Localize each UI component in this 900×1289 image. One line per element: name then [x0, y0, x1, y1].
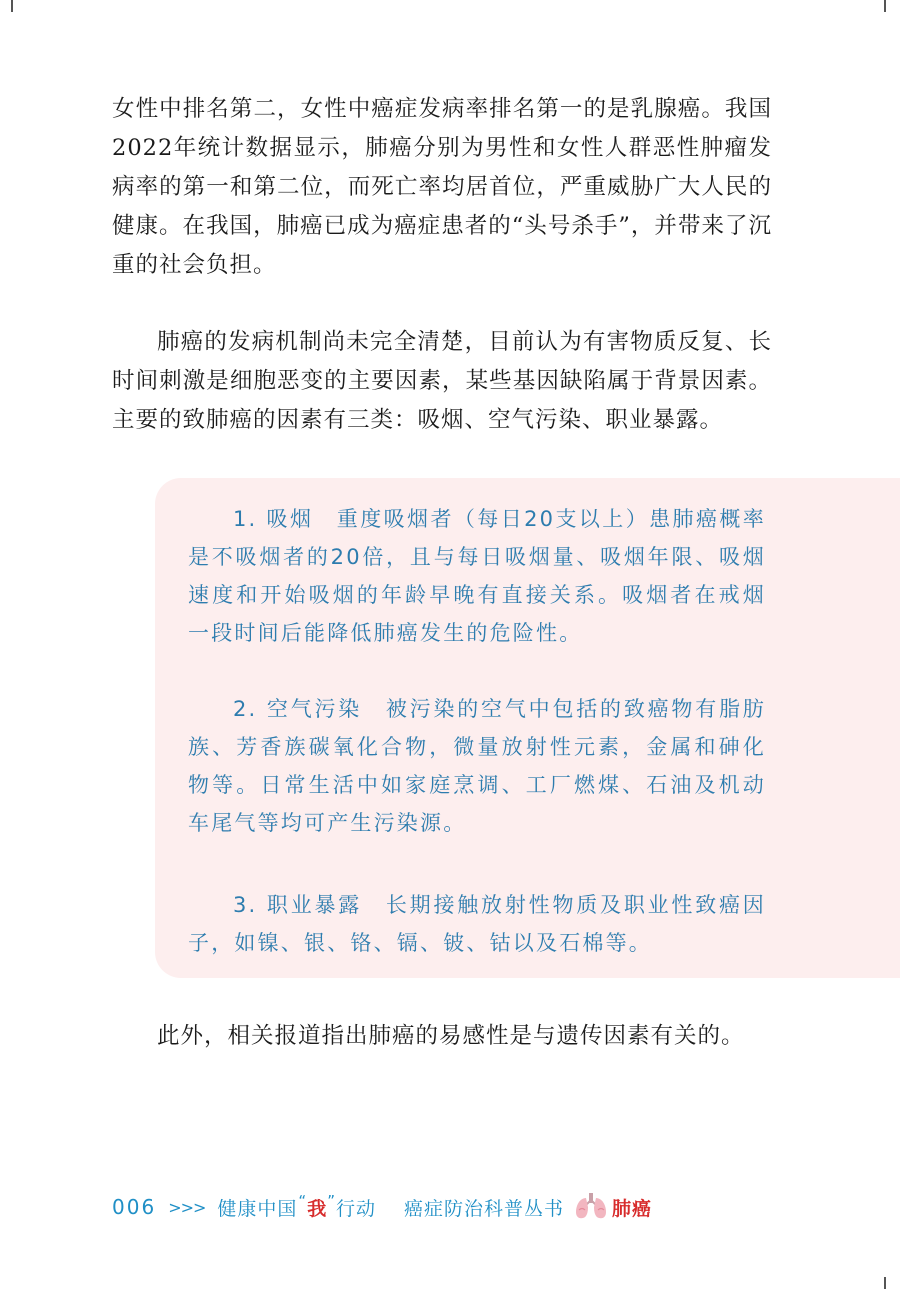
closing-paragraph: 此外，相关报道指出肺癌的易感性是与遗传因素有关的。 — [157, 1023, 745, 1049]
page-number: 006 — [112, 1195, 157, 1219]
quote-close: ” — [327, 1192, 335, 1210]
intro-paragraph: 女性中排名第二，女性中癌症发病率排名第一的是乳腺癌。我国2022年统计数据显示，肺癌分别为男性和女性人群恶性肿瘤发病率的第一和第二位，而死亡率均居首位，严重威胁广大人民的健康。在我国，肺癌已成为癌症患者的“头号杀手”，并带来了沉重的社会负担。 — [112, 96, 772, 278]
crop-mark-top-left — [11, 0, 13, 12]
book-series: 癌症防治科普丛书 — [404, 1197, 565, 1220]
factor-occupational-exposure: 3. 职业暴露 长期接触放射性物质及职业性致癌因子，如镍、银、铬、镉、铍、钴以及石棉等。 — [188, 893, 766, 955]
page-footer — [112, 1190, 652, 1224]
mechanism-paragraph: 肺癌的发病机制尚未完全清楚，目前认为有害物质反复、长时间刺激是细胞恶变的主要因素，某些基因缺陷属于背景因素。主要的致肺癌的因素有三类：吸烟、空气污染、职业暴露。 — [112, 329, 772, 433]
crop-mark-top-right — [884, 0, 886, 12]
factor-air-pollution: 2. 空气污染 被污染的空气中包括的致癌物有脂肪族、芳香族碳氧化合物，微量放射性元素，金属和砷化物等。日常生活中如家庭烹调、工厂燃煤、石油及机动车尾气等均可产生污染源。 — [188, 697, 766, 835]
topic-title: 肺癌 — [612, 1197, 653, 1220]
factor-smoking: 1. 吸烟 重度吸烟者（每日20支以上）患肺癌概率是不吸烟者的20倍，且与每日吸烟量、吸烟年限、吸烟速度和开始吸烟的年龄早晚有直接关系。吸烟者在戒烟一段时间后能降低肺癌发生的危险性。 — [188, 507, 766, 645]
crop-mark-bottom-right — [884, 1277, 886, 1289]
series-title: 健康中国 — [217, 1197, 298, 1220]
series-title-suffix: 行动 — [336, 1197, 377, 1220]
arrows-icon: >>> — [168, 1197, 206, 1217]
quote-open: “ — [298, 1192, 307, 1210]
series-highlight: 我 — [307, 1197, 327, 1220]
lungs-icon — [574, 1190, 608, 1225]
